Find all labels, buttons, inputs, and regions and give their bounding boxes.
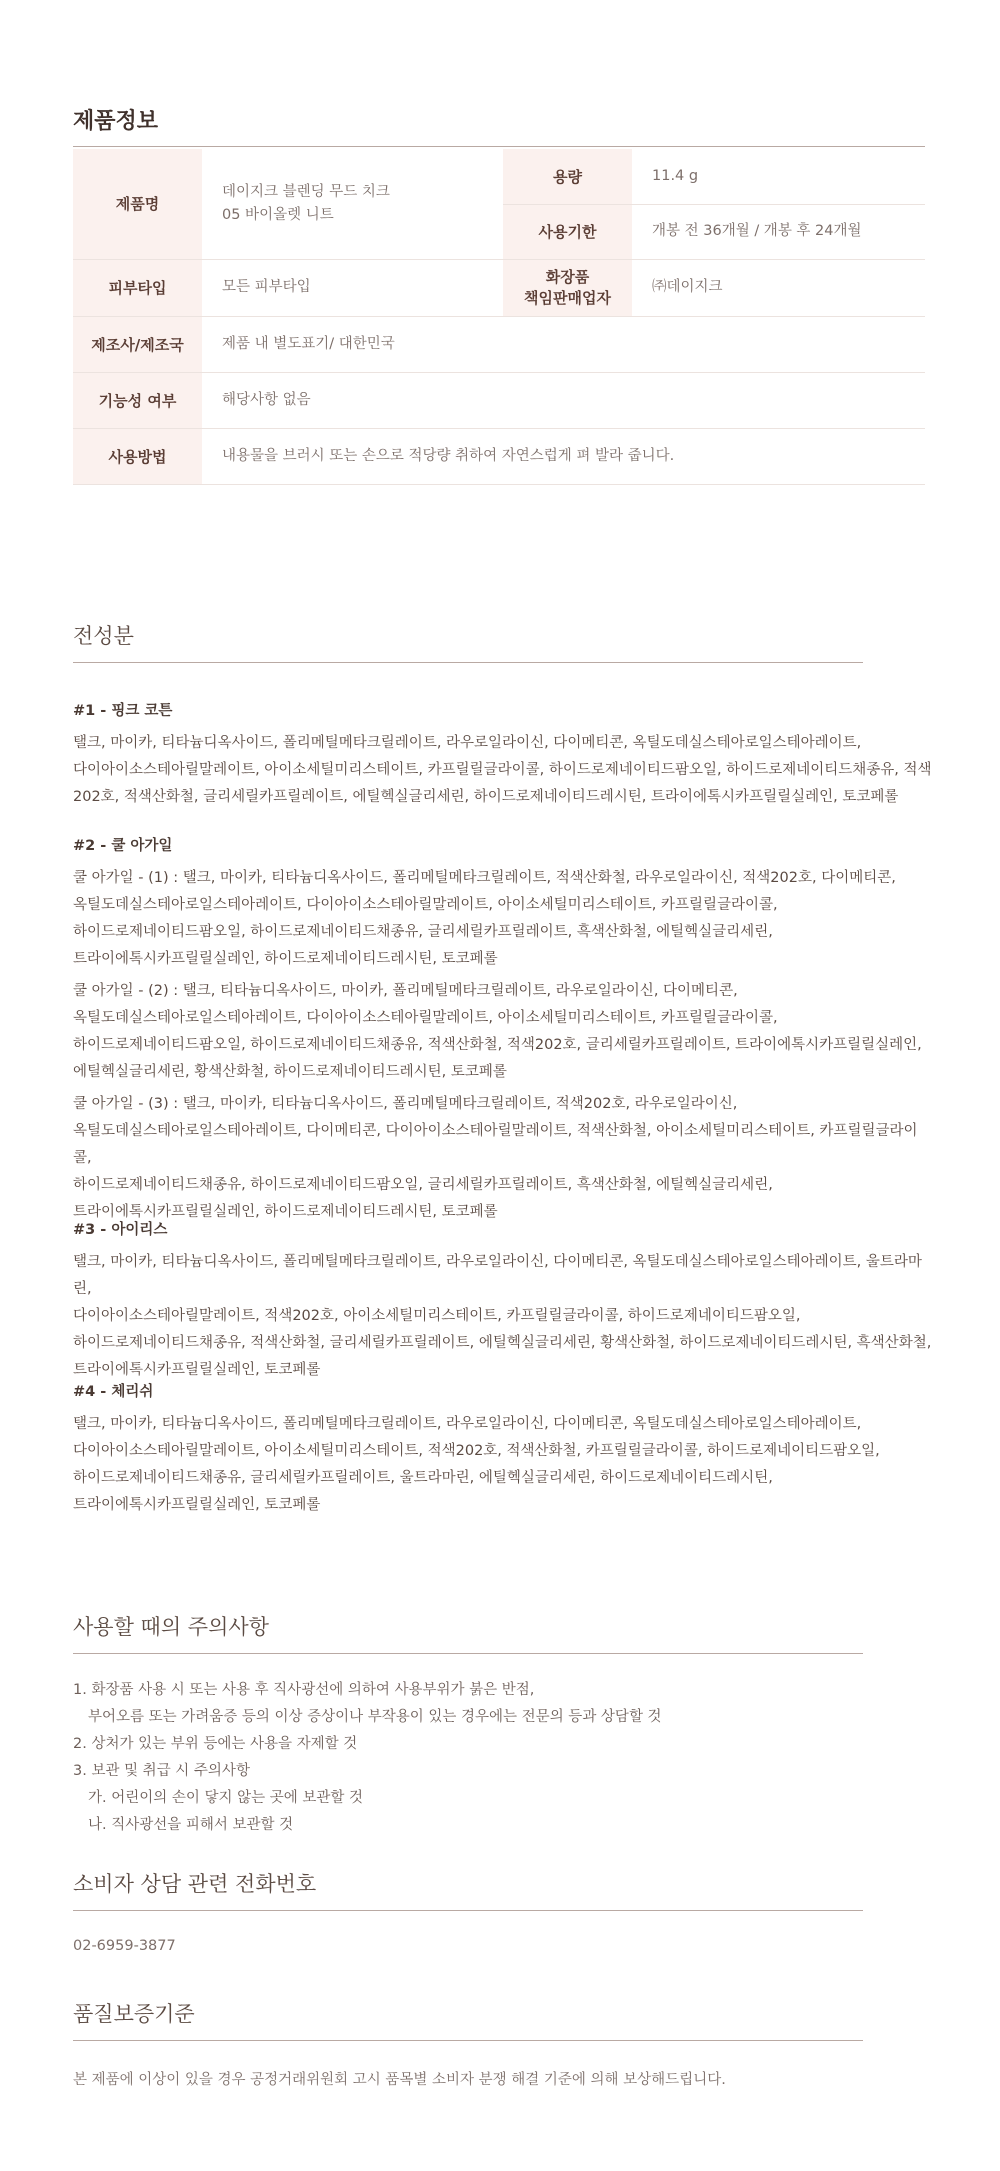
ingredient-line: 다이아이소스테아릴말레이트, 아이소세틸미리스테이트, 적색202호, 적색산화철, 카프릴릴글라이콜, 하이드로제네이티드팜오일, bbox=[73, 1443, 880, 1459]
maker-label: 제조사/제조국 bbox=[73, 316, 202, 372]
ingredient-line: 다이아이소스테아릴말레이트, 아이소세틸미리스테이트, 카프릴릴글라이콜, 하이드로제네이티드팜오일, 하이드로제네이티드채종유, 적색 bbox=[73, 762, 932, 778]
ingredient-line: 202호, 적색산화철, 글리세릴카프릴레이트, 에틸헥실글리세린, 하이드로제네이티드레시틴, 트라이에톡시카프릴릴실레인, 토코페롤 bbox=[73, 789, 899, 805]
ingredient-line: 트라이에톡시카프릴릴실레인, 하이드로제네이티드레시틴, 토코페롤 bbox=[73, 1204, 498, 1220]
product-name-line1: 데이지크 블렌딩 무드 치크 bbox=[222, 184, 390, 201]
ingredient-group-4 bbox=[73, 1380, 933, 1519]
maker-value: 제품 내 별도표기/ 대한민국 bbox=[202, 316, 925, 372]
product-info-table bbox=[73, 149, 925, 485]
seller-label bbox=[503, 259, 632, 316]
ingredient-line: 다이아이소스테아릴말레이트, 적색202호, 아이소세틸미리스테이트, 카프릴릴글라이콜, 하이드로제네이티드팜오일, bbox=[73, 1308, 801, 1324]
skin-type-value: 모든 피부타입 bbox=[202, 259, 503, 316]
consumer-title: 소비자 상담 관련 전화번호 bbox=[73, 1868, 863, 1911]
ingredient-line: 트라이에톡시카프릴릴실레인, 토코페롤 bbox=[73, 1497, 321, 1513]
ingredient-line: 하이드로제네이티드팜오일, 하이드로제네이티드채종유, 글리세릴카프릴레이트, 흑색산화철, 에틸헥실글리세린, bbox=[73, 924, 773, 940]
seller-value: ㈜데이지크 bbox=[632, 259, 925, 316]
seller-label-line1: 화장품 bbox=[545, 268, 590, 287]
usage-value: 내용물을 브러시 또는 손으로 적당량 취하여 자연스럽게 펴 발라 줍니다. bbox=[202, 428, 925, 484]
ingredient-line: 탤크, 마이카, 티타늄디옥사이드, 폴리메틸메타크릴레이트, 라우로일라이신, 다이메티콘, 옥틸도데실스테아로일스테아레이트, bbox=[73, 1416, 862, 1432]
functional-label: 기능성 여부 bbox=[73, 372, 202, 428]
ingredient-group-2 bbox=[73, 834, 933, 1231]
ingredient-line: 옥틸도데실스테아로일스테아레이트, 다이아이소스테아릴말레이트, 아이소세틸미리스테이트, 카프릴릴글라이콜, bbox=[73, 1010, 778, 1026]
ingredients-title: 전성분 bbox=[73, 620, 863, 663]
expiry-label: 사용기한 bbox=[503, 204, 632, 259]
ingredient-head: #4 - 체리쉬 bbox=[73, 1384, 154, 1400]
ingredient-line: 하이드로제네이티드채종유, 하이드로제네이티드팜오일, 글리세릴카프릴레이트, 흑색산화철, 에틸헥실글리세린, bbox=[73, 1177, 773, 1193]
ingredient-sub-1 bbox=[73, 865, 933, 973]
ingredient-line: 트라이에톡시카프릴릴실레인, 하이드로제네이티드레시틴, 토코페롤 bbox=[73, 951, 498, 967]
skin-type-label: 피부타입 bbox=[73, 259, 202, 316]
ingredient-sub-3 bbox=[73, 1091, 933, 1226]
quality-title: 품질보증기준 bbox=[73, 1998, 863, 2041]
volume-value: 11.4 g bbox=[632, 149, 925, 204]
ingredient-line: 하이드로제네이티드채종유, 적색산화철, 글리세릴카프릴레이트, 에틸헥실글리세린, 황색산화철, 하이드로제네이티드레시틴, 흑색산화철, bbox=[73, 1335, 932, 1351]
ingredient-line: 탤크, 마이카, 티타늄디옥사이드, 폴리메틸메타크릴레이트, 라우로일라이신, 다이메티콘, 옥틸도데실스테아로일스테아레이트, 울트라마린, bbox=[73, 1254, 922, 1297]
ingredient-line: 쿨 아가일 - (2) : 탤크, 티타늄디옥사이드, 마이카, 폴리메틸메타크릴레이트, 라우로일라이신, 다이메티콘, bbox=[73, 983, 738, 999]
ingredient-head: #2 - 쿨 아가일 bbox=[73, 838, 173, 854]
seller-label-line2: 책임판매업자 bbox=[524, 288, 611, 307]
product-name-line2: 05 바이올렛 니트 bbox=[222, 206, 334, 223]
ingredient-line: 하이드로제네이티드채종유, 글리세릴카프릴레이트, 울트라마린, 에틸헥실글리세린, 하이드로제네이티드레시틴, bbox=[73, 1470, 773, 1486]
product-name-label: 제품명 bbox=[73, 149, 202, 259]
ingredient-line: 에틸헥실글리세린, 황색산화철, 하이드로제네이티드레시틴, 토코페롤 bbox=[73, 1064, 507, 1080]
caution-item: 2. 상처가 있는 부위 등에는 사용을 자제할 것 bbox=[73, 1736, 358, 1752]
caution-item: 부어오름 또는 가려움증 등의 이상 증상이나 부작용이 있는 경우에는 전문의 등과 상담할 것 bbox=[88, 1709, 662, 1725]
ingredient-line: 옥틸도데실스테아로일스테아레이트, 다이아이소스테아릴말레이트, 아이소세틸미리스테이트, 카프릴릴글라이콜, bbox=[73, 897, 778, 913]
ingredient-head: #3 - 아이리스 bbox=[73, 1222, 168, 1238]
caution-item: 1. 화장품 사용 시 또는 사용 후 직사광선에 의하여 사용부위가 붉은 반점, bbox=[73, 1682, 535, 1698]
ingredient-sub-2 bbox=[73, 978, 933, 1086]
ingredient-line: 옥틸도데실스테아로일스테아레이트, 다이메티콘, 다이아이소스테아릴말레이트, 적색산화철, 아이소세틸미리스테이트, 카프릴릴글라이콜, bbox=[73, 1123, 918, 1166]
cautions-title: 사용할 때의 주의사항 bbox=[73, 1611, 863, 1654]
caution-item: 나. 직사광선을 피해서 보관할 것 bbox=[88, 1817, 294, 1833]
ingredient-group-3 bbox=[73, 1218, 933, 1384]
ingredient-line: 쿨 아가일 - (3) : 탤크, 마이카, 티타늄디옥사이드, 폴리메틸메타크릴레이트, 적색202호, 라우로일라이신, bbox=[73, 1096, 738, 1112]
ingredient-line: 트라이에톡시카프릴릴실레인, 토코페롤 bbox=[73, 1362, 321, 1378]
quality-text: 본 제품에 이상이 있을 경우 공정거래위원회 고시 품목별 소비자 분쟁 해결 기준에 의해 보상해드립니다. bbox=[73, 2072, 726, 2088]
ingredient-line: 하이드로제네이티드팜오일, 하이드로제네이티드채종유, 적색산화철, 적색202호, 글리세릴카프릴레이트, 트라이에톡시카프릴릴실레인, bbox=[73, 1037, 922, 1053]
cautions-list bbox=[73, 1677, 873, 1839]
consumer-phone: 02-6959-3877 bbox=[73, 1938, 176, 1954]
ingredient-line: 쿨 아가일 - (1) : 탤크, 마이카, 티타늄디옥사이드, 폴리메틸메타크릴레이트, 적색산화철, 라우로일라이신, 적색202호, 다이메티콘, bbox=[73, 870, 896, 886]
caution-item: 가. 어린이의 손이 닿지 않는 곳에 보관할 것 bbox=[88, 1790, 363, 1806]
functional-value: 해당사항 없음 bbox=[202, 372, 925, 428]
caution-item: 3. 보관 및 취급 시 주의사항 bbox=[73, 1763, 250, 1779]
usage-label: 사용방법 bbox=[73, 428, 202, 484]
ingredient-head: #1 - 핑크 코튼 bbox=[73, 703, 173, 719]
ingredient-group-1 bbox=[73, 699, 933, 811]
expiry-value: 개봉 전 36개월 / 개봉 후 24개월 bbox=[632, 204, 925, 259]
ingredient-line: 탤크, 마이카, 티타늄디옥사이드, 폴리메틸메타크릴레이트, 라우로일라이신, 다이메티콘, 옥틸도데실스테아로일스테아레이트, bbox=[73, 735, 862, 751]
product-name-value bbox=[202, 149, 503, 259]
volume-label: 용량 bbox=[503, 149, 632, 204]
product-info-title: 제품정보 bbox=[73, 104, 925, 147]
